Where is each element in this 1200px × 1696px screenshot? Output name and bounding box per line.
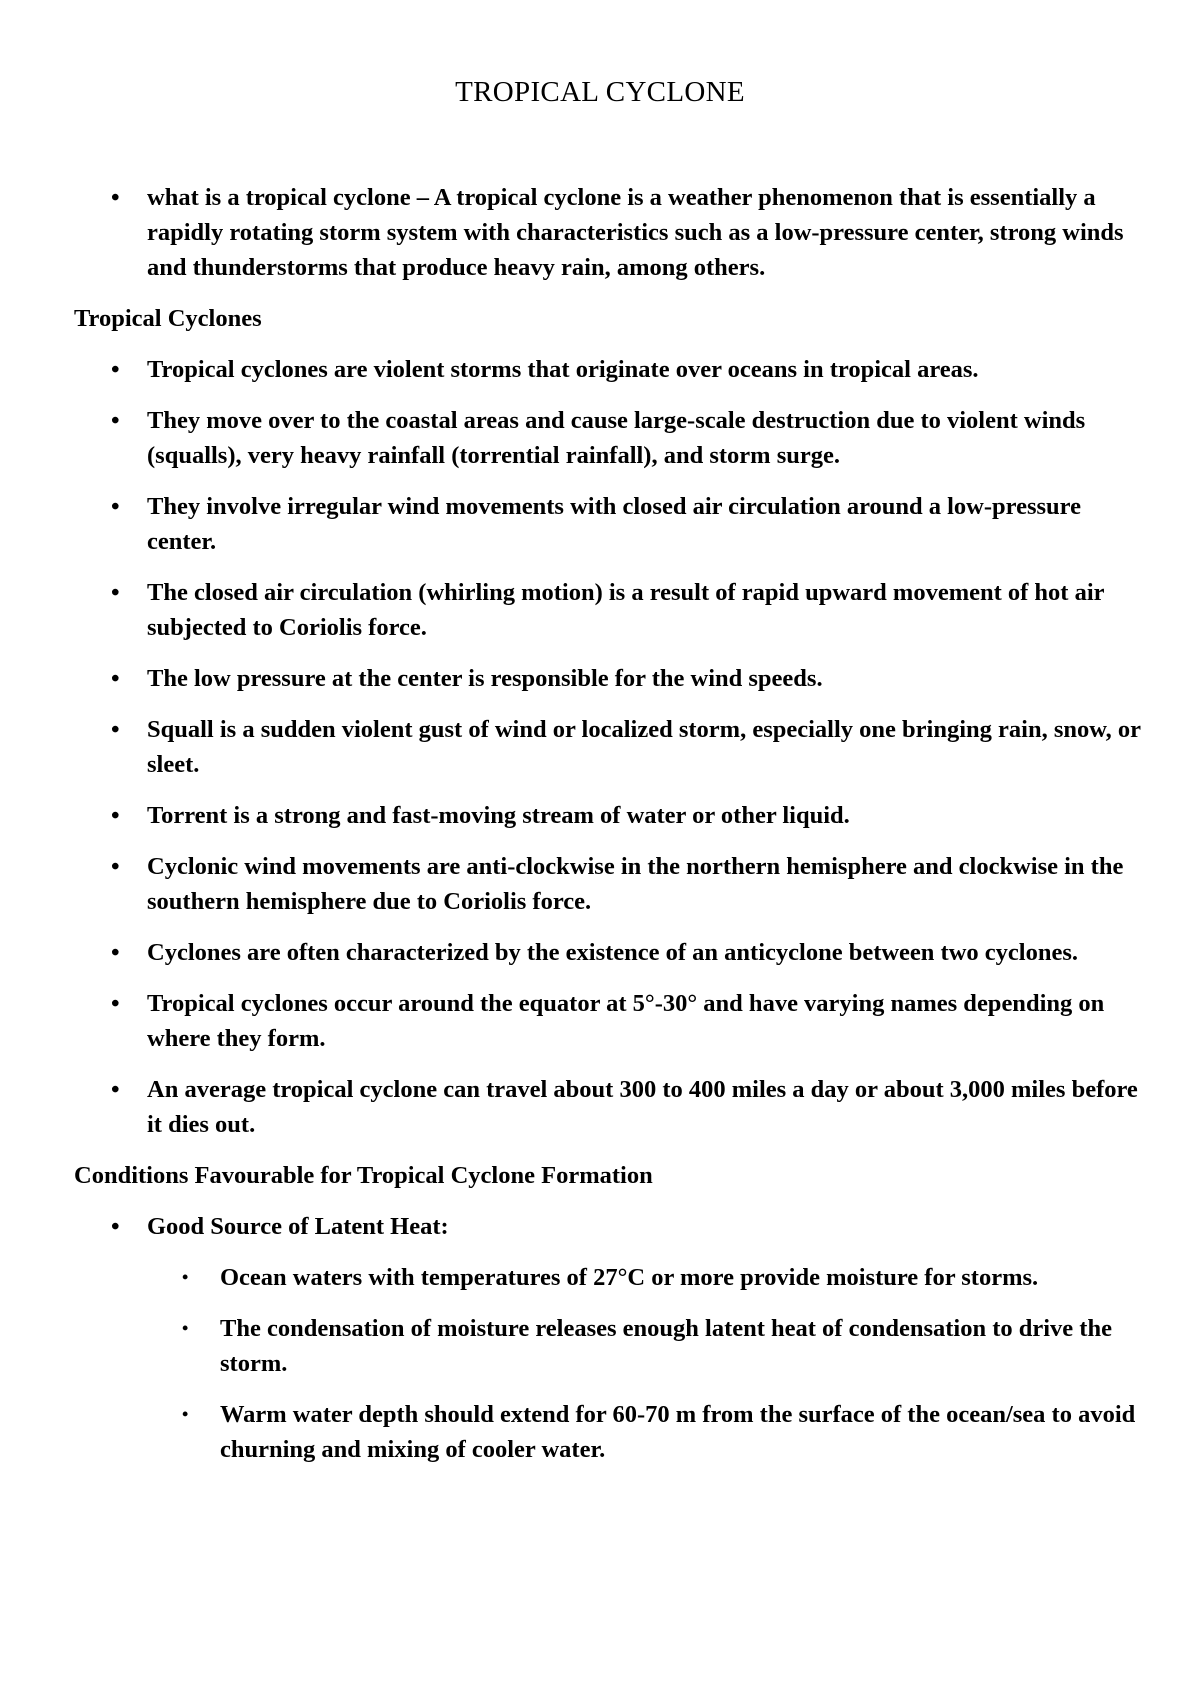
list-item-text: They involve irregular wind movements with closed air circulation around a low-pressure center. — [147, 493, 1081, 555]
list-item — [74, 986, 1144, 1056]
bullet-icon: • — [111, 493, 120, 520]
bullet-icon: • — [111, 1213, 120, 1240]
list-item — [74, 1209, 1144, 1467]
list-item-text: Tropical cyclones are violent storms that originate over oceans in tropical areas. — [147, 356, 979, 383]
document-body — [74, 180, 1144, 1483]
list-item — [74, 849, 1144, 919]
list-item-text: Good Source of Latent Heat: — [147, 1213, 449, 1240]
bullet-icon: • — [182, 1267, 189, 1287]
list-item-text: The low pressure at the center is responsible for the wind speeds. — [147, 665, 823, 692]
document-title: TROPICAL CYCLONE — [455, 76, 745, 108]
list-item — [74, 1072, 1144, 1142]
list-item-text: what is a tropical cyclone – A tropical cyclone is a weather phenomenon that is essentially a rapidly rotating storm system with characteristics such as a low-pressure center, strong winds and thunderstorms that produce heavy rain, among others. — [147, 184, 1124, 281]
bullet-icon: • — [111, 1076, 120, 1103]
bullet-icon: • — [182, 1404, 189, 1424]
list-item-text: An average tropical cyclone can travel about 300 to 400 miles a day or about 3,000 miles before it dies out. — [147, 1076, 1138, 1138]
bullet-icon: • — [182, 1318, 189, 1338]
list-item-text: The closed air circulation (whirling motion) is a result of rapid upward movement of hot air subjected to Coriolis force. — [147, 579, 1105, 641]
sub-list-item — [147, 1260, 1144, 1295]
list-item — [74, 352, 1144, 387]
bullet-icon: • — [111, 184, 120, 211]
section-heading-tropical-cyclones: Tropical Cyclones — [74, 305, 262, 332]
list-item — [74, 180, 1144, 285]
list-item — [74, 489, 1144, 559]
bullet-icon: • — [111, 853, 120, 880]
sub-list-item-text: Warm water depth should extend for 60-70 m from the surface of the ocean/sea to avoid churning and mixing of cooler water. — [220, 1401, 1136, 1463]
list-item-text: Cyclones are often characterized by the existence of an anticyclone between two cyclones. — [147, 939, 1078, 966]
conditions-list — [74, 1209, 1144, 1467]
list-item — [74, 712, 1144, 782]
bullet-icon: • — [111, 579, 120, 606]
list-item — [74, 935, 1144, 970]
bullet-icon: • — [111, 990, 120, 1017]
list-item — [74, 661, 1144, 696]
latent-heat-sublist — [147, 1260, 1144, 1467]
list-item — [74, 575, 1144, 645]
sub-list-item-text: Ocean waters with temperatures of 27°C or more provide moisture for storms. — [220, 1264, 1039, 1291]
list-item — [74, 403, 1144, 473]
list-item — [74, 798, 1144, 833]
list-item-text: Tropical cyclones occur around the equator at 5°-30° and have varying names depending on where they form. — [147, 990, 1105, 1052]
intro-list — [74, 180, 1144, 285]
tropical-cyclones-list — [74, 352, 1144, 1142]
section-heading-conditions: Conditions Favourable for Tropical Cyclone Formation — [74, 1162, 653, 1189]
bullet-icon: • — [111, 356, 120, 383]
bullet-icon: • — [111, 716, 120, 743]
bullet-icon: • — [111, 407, 120, 434]
bullet-icon: • — [111, 802, 120, 829]
sub-list-item — [147, 1397, 1144, 1467]
list-item-text: Torrent is a strong and fast-moving stream of water or other liquid. — [147, 802, 850, 829]
list-item-text: Squall is a sudden violent gust of wind or localized storm, especially one bringing rain, snow, or sleet. — [147, 716, 1141, 778]
bullet-icon: • — [111, 665, 120, 692]
bullet-icon: • — [111, 939, 120, 966]
sub-list-item — [147, 1311, 1144, 1381]
sub-list-item-text: The condensation of moisture releases enough latent heat of condensation to drive the storm. — [220, 1315, 1112, 1377]
list-item-text: They move over to the coastal areas and cause large-scale destruction due to violent winds (squalls), very heavy rainfall (torrential rainfall), and storm surge. — [147, 407, 1086, 469]
list-item-text: Cyclonic wind movements are anti-clockwise in the northern hemisphere and clockwise in the southern hemisphere due to Coriolis force. — [147, 853, 1124, 915]
